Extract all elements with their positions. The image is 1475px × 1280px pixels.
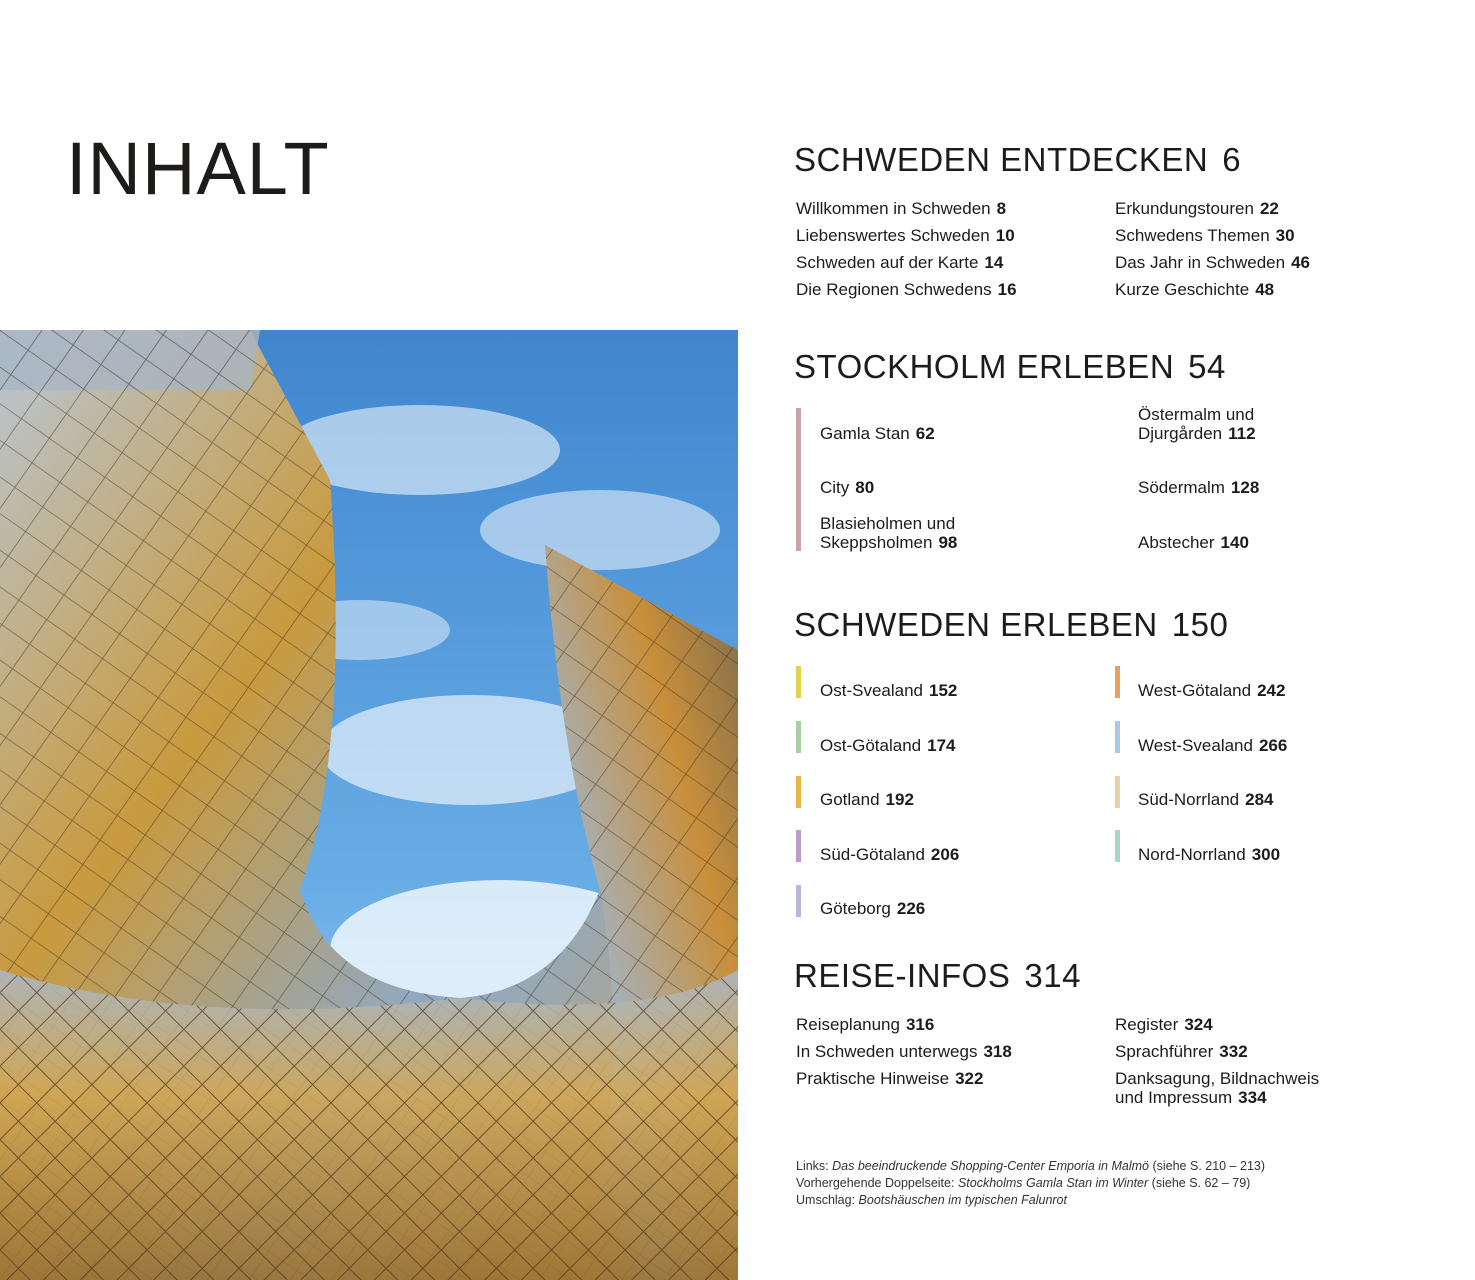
toc-entry[interactable]: [1138, 790, 1273, 809]
toc-entry[interactable]: [1115, 280, 1274, 299]
caption-text: Stockholms Gamla Stan im Winter: [957, 1176, 1149, 1190]
toc-entry[interactable]: [1138, 405, 1256, 443]
entry-label: Praktische Hinweise: [796, 1069, 950, 1088]
toc-entry[interactable]: [796, 226, 1015, 245]
section-title: STOCKHOLM ERLEBEN: [794, 348, 1175, 385]
emporia-photo: [0, 330, 738, 1280]
entry-page: 128: [1230, 478, 1260, 497]
entry-page: 152: [929, 681, 958, 700]
stockholm-color-bar: [796, 408, 801, 551]
entry-label: Ost-Svealand: [820, 681, 923, 700]
entry-page: 112: [1228, 424, 1256, 443]
entry-label: Schweden auf der Karte: [796, 253, 979, 272]
section-page: 54: [1188, 348, 1226, 385]
toc-entry[interactable]: [796, 1042, 1012, 1061]
toc-entry[interactable]: [1138, 845, 1280, 864]
entry-page: 242: [1257, 681, 1286, 700]
entry-label: Süd-Götaland: [820, 845, 925, 864]
caption-line: [796, 1158, 1265, 1175]
toc-entry[interactable]: [796, 199, 1006, 218]
entry-page: 206: [930, 845, 960, 864]
region-color-bar: [796, 666, 801, 698]
entry-label: West-Svealand: [1138, 736, 1253, 755]
section-page: 6: [1222, 141, 1242, 178]
section-title: SCHWEDEN ERLEBEN: [794, 606, 1158, 643]
toc-entry[interactable]: [1115, 1069, 1319, 1107]
entry-label: Süd-Norrland: [1138, 790, 1240, 809]
region-color-bar: [796, 885, 801, 917]
entry-page: 324: [1184, 1015, 1213, 1034]
entry-label-line1: Blasieholmen und: [820, 514, 956, 533]
entry-page: 284: [1245, 790, 1274, 809]
entry-label-line2: Djurgården: [1138, 424, 1223, 443]
region-color-bar: [796, 830, 801, 862]
emporia-photo-illustration: [0, 330, 738, 1280]
entry-page: 266: [1258, 736, 1288, 755]
caption-line: [796, 1192, 1265, 1209]
caption-line: [796, 1175, 1265, 1192]
entry-label-line2: und Impressum: [1115, 1088, 1233, 1107]
entry-page: 322: [955, 1069, 984, 1088]
entry-page: 62: [915, 424, 935, 443]
entry-page: 14: [984, 253, 1004, 272]
entry-page: 22: [1259, 199, 1279, 218]
page-title: INHALT: [66, 127, 330, 210]
entry-label: In Schweden unterwegs: [796, 1042, 978, 1061]
entry-page: 48: [1255, 280, 1275, 299]
entry-page: 8: [996, 199, 1007, 218]
toc-entry[interactable]: [820, 424, 935, 443]
section-heading-stockholm[interactable]: [794, 350, 1226, 383]
entry-page: 192: [885, 790, 914, 809]
toc-entry[interactable]: [820, 514, 957, 552]
entry-label: Gotland: [820, 790, 880, 809]
entry-label: Ost-Götaland: [820, 736, 922, 755]
entry-page: 300: [1251, 845, 1281, 864]
entry-label: Willkommen in Schweden: [796, 199, 991, 218]
caption-text: Bootshäuschen im typischen Falunrot: [858, 1193, 1067, 1207]
caption-suffix: (siehe S. 210 – 213): [1152, 1159, 1266, 1173]
region-color-bar: [796, 721, 801, 753]
entry-page: 98: [938, 533, 958, 552]
toc-entry[interactable]: [820, 790, 914, 809]
caption-prefix: Links:: [796, 1159, 829, 1173]
section-title: REISE-INFOS: [794, 957, 1011, 994]
toc-entry[interactable]: [820, 736, 955, 755]
section-page: 314: [1024, 957, 1081, 994]
entry-label: Liebenswertes Schweden: [796, 226, 990, 245]
caption-suffix: (siehe S. 62 – 79): [1151, 1176, 1251, 1190]
section-heading-schweden-erleben[interactable]: [794, 608, 1228, 641]
entry-page: 140: [1220, 533, 1249, 552]
toc-entry[interactable]: [1115, 226, 1295, 245]
toc-entry[interactable]: [820, 899, 925, 918]
entry-label: Nord-Norrland: [1138, 845, 1246, 864]
toc-entry[interactable]: [1138, 478, 1259, 497]
toc-entry[interactable]: [796, 253, 1003, 272]
entry-page: 316: [905, 1015, 935, 1034]
entry-label-line1: Östermalm und: [1138, 405, 1255, 424]
entry-page: 10: [995, 226, 1015, 245]
entry-page: 46: [1291, 253, 1311, 272]
entry-label: City: [820, 478, 850, 497]
region-color-bar: [1115, 776, 1120, 808]
entry-page: 174: [927, 736, 956, 755]
entry-label: Das Jahr in Schweden: [1115, 253, 1286, 272]
entry-label: Sprachführer: [1115, 1042, 1214, 1061]
image-captions: [796, 1158, 1265, 1209]
entry-label: Schwedens Themen: [1115, 226, 1270, 245]
entry-page: 332: [1219, 1042, 1248, 1061]
toc-entry[interactable]: [820, 681, 957, 700]
toc-entry[interactable]: [796, 1015, 934, 1034]
toc-entry[interactable]: [796, 280, 1017, 299]
toc-entry[interactable]: [820, 478, 874, 497]
entry-page: 16: [997, 280, 1017, 299]
toc-entry[interactable]: [1115, 253, 1310, 272]
region-color-bar: [1115, 721, 1120, 753]
entry-label-line1: Danksagung, Bildnachweis: [1115, 1069, 1320, 1088]
entry-page: 334: [1238, 1088, 1267, 1107]
entry-label: Reiseplanung: [796, 1015, 900, 1034]
toc-entry[interactable]: [1138, 681, 1285, 700]
toc-entry[interactable]: [1115, 199, 1279, 218]
region-color-bar: [796, 776, 801, 808]
entry-label: West-Götaland: [1138, 681, 1252, 700]
section-title: SCHWEDEN ENTDECKEN: [794, 141, 1209, 178]
entry-label: Register: [1115, 1015, 1179, 1034]
entry-label: Abstecher: [1138, 533, 1215, 552]
caption-text: Das beeindruckende Shopping-Center Emporia in Malmö: [832, 1159, 1149, 1173]
toc-entry[interactable]: [1138, 533, 1249, 552]
region-color-bar: [1115, 830, 1120, 862]
entry-label: Gamla Stan: [820, 424, 910, 443]
section-heading-entdecken[interactable]: [794, 143, 1241, 176]
caption-prefix: Umschlag:: [796, 1193, 856, 1207]
caption-prefix: Vorhergehende Doppelseite:: [796, 1176, 955, 1190]
entry-page: 318: [983, 1042, 1012, 1061]
region-color-bar: [1115, 666, 1120, 698]
entry-label: Erkundungstouren: [1115, 199, 1254, 218]
toc-entry[interactable]: [1115, 1015, 1213, 1034]
entry-label: Kurze Geschichte: [1115, 280, 1250, 299]
entry-label-line2: Skeppsholmen: [820, 533, 933, 552]
section-heading-reise-infos[interactable]: [794, 959, 1081, 992]
toc-entry[interactable]: [1138, 736, 1287, 755]
entry-label: Die Regionen Schwedens: [796, 280, 992, 299]
toc-entry[interactable]: [796, 1069, 983, 1088]
entry-page: 226: [896, 899, 926, 918]
section-page: 150: [1171, 606, 1229, 643]
toc-entry[interactable]: [1115, 1042, 1248, 1061]
toc-entry[interactable]: [820, 845, 959, 864]
entry-page: 30: [1275, 226, 1295, 245]
entry-label: Södermalm: [1138, 478, 1225, 497]
entry-label: Göteborg: [820, 899, 891, 918]
entry-page: 80: [855, 478, 875, 497]
